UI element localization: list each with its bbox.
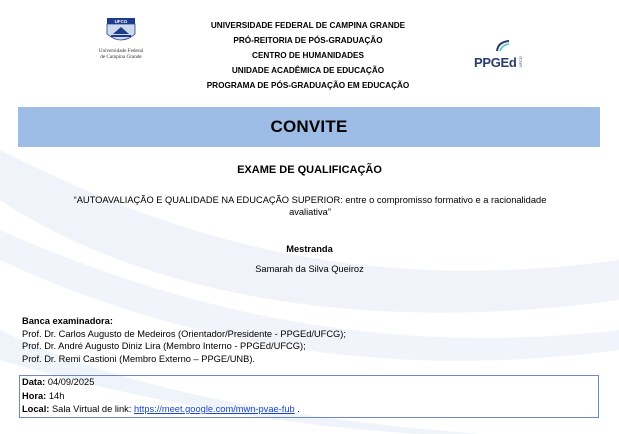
committee-member: Prof. Dr. Carlos Augusto de Medeiros (Orientador/Presidente - PPGEd/UFCG); bbox=[22, 328, 346, 339]
ppged-logo-small-text: UFCG bbox=[517, 55, 523, 67]
time-row bbox=[22, 390, 598, 404]
committee-member: Prof. Dr. André Augusto Diniz Lira (Membro Interno - PPGEd/UFCG); bbox=[22, 341, 306, 351]
candidate-name: Samarah da Silva Queiroz bbox=[255, 264, 364, 274]
meeting-link[interactable]: https://meet.google.com/mwn-pvae-fub bbox=[133, 404, 295, 414]
event-details-box bbox=[19, 375, 599, 418]
date-value: 04/09/2025 bbox=[45, 377, 95, 387]
invitation-banner bbox=[18, 107, 600, 147]
candidate-role-label: Mestranda bbox=[286, 244, 333, 254]
header-line-center: CENTRO DE HUMANIDADES bbox=[252, 51, 364, 60]
time-value: 14h bbox=[46, 390, 65, 401]
institution-header bbox=[160, 18, 456, 93]
date-label: Data: bbox=[22, 377, 46, 387]
thesis-title-line1: “AUTOAVALIAÇÃO E QUALIDADE NA EDUCAÇÃO SUPERIOR: entre o compromisso formativo e a racionalidade bbox=[73, 195, 547, 205]
ufcg-caption-line1: Universidade Federal bbox=[98, 48, 144, 54]
location-value: Sala Virtual de link: bbox=[49, 404, 134, 414]
header-line-university: UNIVERSIDADE FEDERAL DE CAMPINA GRANDE bbox=[210, 21, 406, 30]
ufcg-caption-line2: de Campina Grande bbox=[100, 54, 142, 60]
committee-member: Prof. Dr. Remi Castioni (Membro Externo – PPGE/UNB). bbox=[22, 353, 256, 364]
ufcg-logo bbox=[93, 18, 149, 70]
time-label: Hora: bbox=[22, 390, 47, 401]
thesis-title-line2: avaliativa” bbox=[289, 207, 331, 217]
date-row bbox=[22, 376, 598, 390]
location-suffix: . bbox=[294, 404, 300, 414]
thesis-title bbox=[40, 194, 580, 218]
examining-committee bbox=[22, 315, 582, 365]
ufcg-emblem-icon bbox=[103, 18, 139, 46]
ppged-logo bbox=[474, 40, 544, 70]
header-line-program: PROGRAMA DE PÓS-GRADUAÇÃO EM EDUCAÇÃO bbox=[206, 81, 410, 90]
ppged-arc-icon bbox=[496, 40, 510, 52]
header-line-unit: UNIDADE ACADÊMICA DE EDUCAÇÃO bbox=[231, 66, 385, 75]
committee-heading: Banca examinadora: bbox=[22, 316, 113, 326]
location-label: Local: bbox=[22, 404, 50, 414]
ppged-logo-text: PPGEd bbox=[474, 55, 517, 70]
exam-type-heading: EXAME DE QUALIFICAÇÃO bbox=[237, 164, 382, 176]
header-line-pro-rectorate: PRÓ-REITORIA DE PÓS-GRADUAÇÃO bbox=[233, 36, 383, 45]
location-row bbox=[22, 403, 598, 417]
ufcg-emblem-text: UFCG bbox=[114, 19, 128, 24]
banner-title: CONVITE bbox=[270, 117, 348, 136]
